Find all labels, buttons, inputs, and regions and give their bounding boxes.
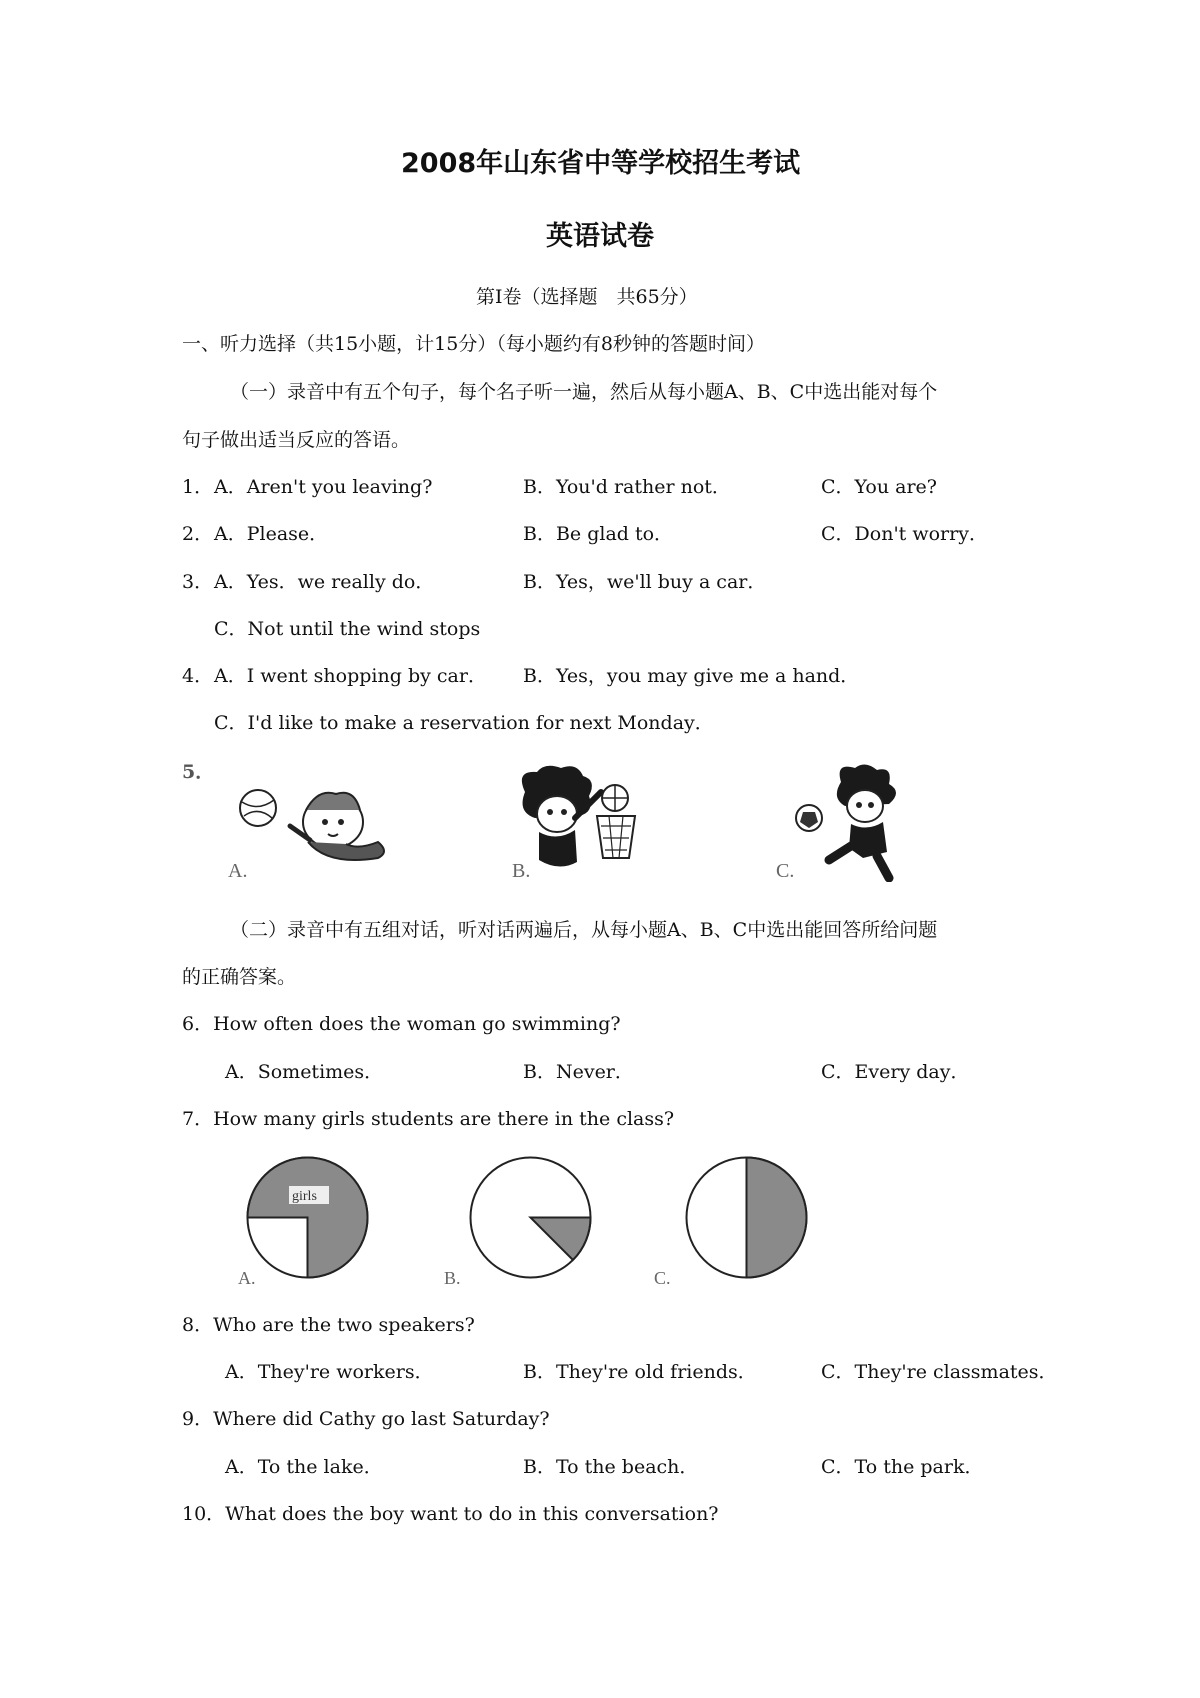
subsection2-instruction: （二）录音中有五组对话，听对话两遍后，从每小题A、B、C中选出能回答所给问题 <box>230 919 938 941</box>
option-c: C．To the park． <box>821 1456 984 1478</box>
pie-c-girls-slice <box>747 1158 807 1278</box>
question-text: 9．Where did Cathy go last Saturday? <box>182 1408 550 1430</box>
girls-label: girls <box>292 1189 317 1204</box>
option-c: C．Don't worry． <box>821 523 988 545</box>
question-number: 4． <box>182 665 214 687</box>
question-number: 2． <box>182 523 214 545</box>
option-label: A. <box>228 860 248 882</box>
question-text: 8．Who are the two speakers? <box>182 1314 475 1336</box>
option-a: A．To the lake． <box>225 1456 383 1478</box>
question-number: 5． <box>182 761 215 783</box>
subsection1-instruction-cont: 句子做出适当反应的答语。 <box>182 429 411 451</box>
option-label: B. <box>444 1268 461 1288</box>
option-b: B．Never． <box>523 1061 634 1083</box>
football-mascot-picture <box>785 762 915 882</box>
question-text: 7．How many girls students are there in the class? <box>182 1108 675 1130</box>
option-c: C．They're classmates． <box>821 1361 1058 1383</box>
question-text: 10．What does the boy want to do in this conversation? <box>182 1503 719 1525</box>
pie-chart-b <box>468 1155 593 1280</box>
option-b: B．Yes，we'll buy a car． <box>523 571 767 593</box>
option-a: A．I went shopping by car． <box>214 665 487 687</box>
option-a: A．Yes．we really do． <box>214 571 435 593</box>
option-label: A. <box>238 1268 256 1288</box>
volleyball-mascot-picture <box>228 770 398 880</box>
option-a: A．Sometimes． <box>225 1061 384 1083</box>
question-text: 6．How often does the woman go swimming? <box>182 1013 621 1035</box>
option-c: C．Not until the wind stops <box>214 618 481 640</box>
subsection2-instruction-cont: 的正确答案。 <box>182 966 297 988</box>
option-b: B．You'd rather not． <box>523 476 731 498</box>
subsection1-instruction: （一）录音中有五个句子，每个名子听一遍，然后从每小题A、B、C中选出能对每个 <box>230 381 938 403</box>
option-label: C. <box>654 1268 671 1288</box>
option-b: B．Be glad to． <box>523 523 674 545</box>
exam-title: 2008年山东省中等学校招生考试 <box>401 148 801 179</box>
option-c: C．Every day． <box>821 1061 970 1083</box>
option-c: C．I'd like to make a reservation for next Monday． <box>214 712 714 734</box>
part-heading: 第Ⅰ卷（选择题 共65分） <box>476 286 698 308</box>
section-heading: 一、听力选择（共15小题，计15分）（每小题约有8秒钟的答题时间） <box>182 333 765 355</box>
exam-subtitle: 英语试卷 <box>546 221 654 252</box>
option-b: B．They're old friends． <box>523 1361 757 1383</box>
option-a: A．Please． <box>214 523 329 545</box>
option-label: C. <box>776 860 795 882</box>
option-b: B．To the beach． <box>523 1456 699 1478</box>
pie-chart-a <box>245 1155 370 1280</box>
option-b: B．Yes，you may give me a hand． <box>523 665 860 687</box>
question-number: 3． <box>182 571 214 593</box>
option-label: B. <box>512 860 531 882</box>
option-a: A．They're workers． <box>225 1361 434 1383</box>
option-c: C．You are? <box>821 476 937 498</box>
pie-chart-c <box>684 1155 809 1280</box>
option-a: A．Aren't you leaving? <box>214 476 433 498</box>
question-number: 1． <box>182 476 214 498</box>
